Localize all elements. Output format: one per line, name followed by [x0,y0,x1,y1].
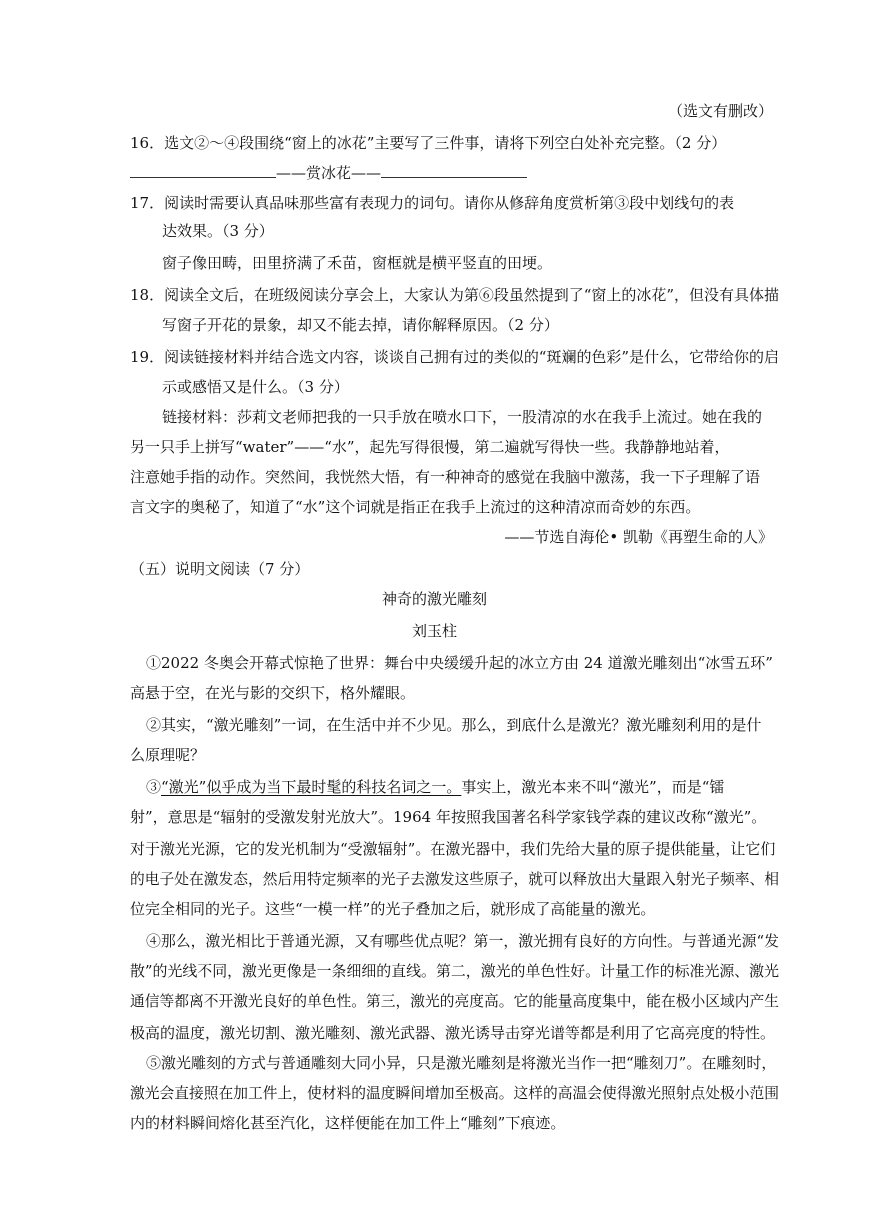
link-material-source: ——节选自海伦• 凯勒《再塑生命的人》 [504,528,773,546]
paragraph-4-line-2: 散”的光线不同，激光更像是一条细细的直线。第二，激光的单色性好。计量工作的标准光源、激光 [130,962,780,980]
paragraph-1-line-2: 高悬于空，在光与影的交织下，格外耀眼。 [130,684,416,702]
answer-fill-mid: ——赏冰花—— [276,164,382,182]
question-16-fill [130,162,527,184]
paragraph-5-line-1: ⑤激光雕刻的方式与普通雕刻大同小异，只是激光雕刻是将激光当作一把“雕刻刀”。在雕刻时， [146,1054,777,1072]
paragraph-3-line-2: 射”，意思是“辐射的受激发射光放大”。1964 年按照我国著名科学家钱学森的建议改称“激光”。 [130,808,767,826]
paragraph-1-line-1: ①2022 冬奥会开幕式惊艳了世界：舞台中央缓缓升起的冰立方由 24 道激光雕刻出“冰雪五环” [146,654,773,672]
source-note: （选文有删改） [667,102,773,120]
question-19-line-2: 示或感悟又是什么。（3 分） [162,378,349,396]
paragraph-5-line-3: 内的材料瞬间熔化甚至汽化，这样便能在加工件上“雕刻”下痕迹。 [130,1114,566,1132]
answer-blank-2[interactable] [381,163,527,178]
paragraph-3-rest: 事实上，激光本来不叫“激光”，而是“镭 [461,778,725,796]
section-heading: （五）说明文阅读（7 分） [130,560,310,578]
paragraph-4-line-1: ④那么，激光相比于普通光源，又有哪些优点呢？第一，激光拥有良好的方向性。与普通光源“发 [146,932,779,950]
paragraph-5-line-2: 激光会直接照在加工件上，使材料的温度瞬间增加至极高。这样的高温会使得激光照射点处极小范围 [130,1084,779,1102]
paragraph-3-line-1 [146,776,724,798]
paragraph-3-line-4: 的电子处在激发态，然后用特定频率的光子去激发这些原子，就可以释放出大量跟入射光子频率、相 [130,870,779,888]
question-18-line-2: 写窗子开花的景象，却又不能去掉，请你解释原因。（2 分） [162,316,559,334]
paragraph-3-number: ③ [146,778,162,796]
link-material-line-2: 另一只手上拼写“water”——“水”，起先写得很慢，第二遍就写得快一些。我静静地站着， [130,438,730,456]
question-17-quote: 窗子像田畴，田里挤满了禾苗，窗框就是横平竖直的田埂。 [162,254,553,272]
underlined-sentence: “激光”似乎成为当下最时髦的科技名词之一。 [161,778,462,796]
answer-blank-1[interactable] [130,163,276,178]
article-title: 神奇的激光雕刻 [381,590,487,608]
paragraph-2-line-2: 么原理呢？ [130,746,206,764]
question-16: 16．选文②～④段围绕“窗上的冰花”主要写了三件事，请将下列空白处补充完整。（2 分） [130,134,727,152]
question-17-line-1: 17．阅读时需要认真品味那些富有表现力的词句。请你从修辞角度赏析第③段中划线句的表 [130,194,735,212]
article-author: 刘玉柱 [411,622,457,640]
question-17-line-2: 达效果。（3 分） [162,222,274,240]
paragraph-3-line-3: 对于激光光源，它的发光机制为“受激辐射”。在激光器中，我们先给大量的原子提供能量，让它们 [130,840,776,858]
paragraph-2-line-1: ②其实，“激光雕刻”一词，在生活中并不少见。那么，到底什么是激光？激光雕刻利用的是什 [146,716,762,734]
paragraph-4-line-3: 通信等都离不开激光良好的单色性。第三，激光的亮度高。它的能量高度集中，能在极小区域内产生 [130,992,779,1010]
question-19-line-1: 19．阅读链接材料并结合选文内容，谈谈自己拥有过的类似的“斑斓的色彩”是什么，它带给你的启 [130,348,779,366]
question-18-line-1: 18．阅读全文后，在班级阅读分享会上，大家认为第⑥段虽然提到了“窗上的冰花”，但没有具体描 [130,286,779,304]
paragraph-3-line-5: 位完全相同的光子。这些“一模一样”的光子叠加之后，就形成了高能量的激光。 [130,900,656,918]
link-material-line-1: 链接材料：莎莉文老师把我的一只手放在喷水口下，一股清凉的水在我手上流过。她在我的 [162,408,763,426]
paragraph-4-line-4: 极高的温度，激光切割、激光雕刻、激光武器、激光诱导击穿光谱等都是利用了它高亮度的特性。 [130,1024,776,1042]
link-material-line-3: 注意她手指的动作。突然间，我恍然大悟，有一种神奇的感觉在我脑中激荡，我一下子理解了语 [130,468,761,486]
link-material-line-4: 言文字的奥秘了，知道了“水”这个词就是指正在我手上流过的这种清凉而奇妙的东西。 [130,498,701,516]
